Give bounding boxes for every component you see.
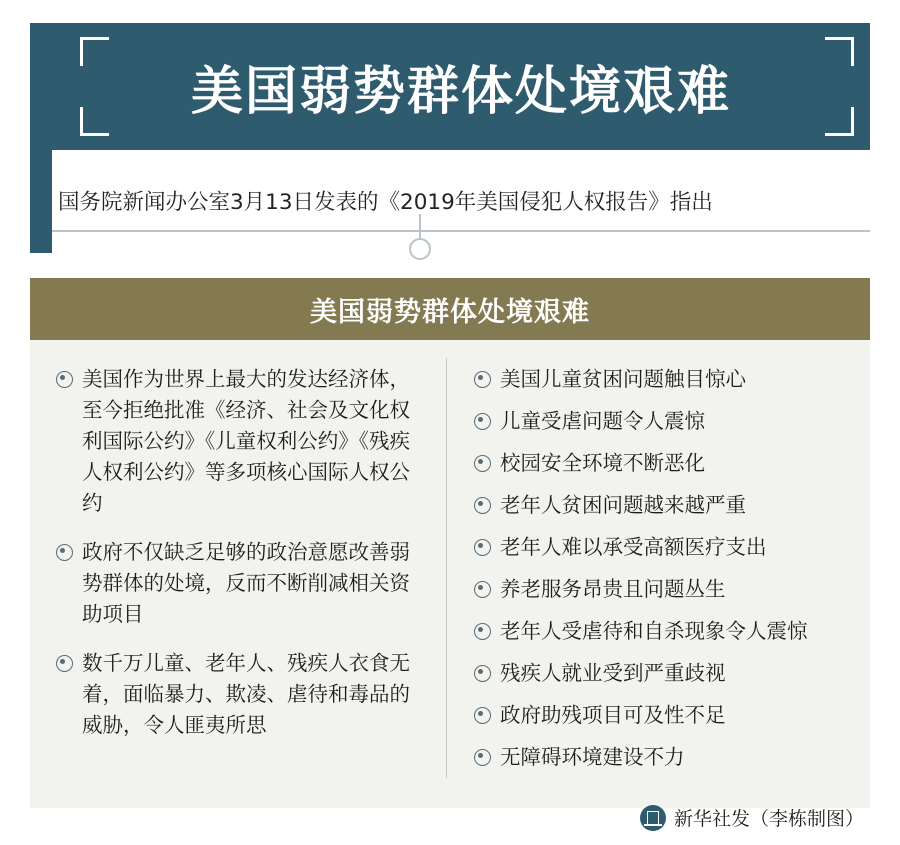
footer-credit xyxy=(640,804,864,831)
bullet-circle-icon xyxy=(474,497,491,514)
list-item xyxy=(56,537,428,630)
bullet-circle-icon xyxy=(474,455,491,472)
header-left-accent-bar xyxy=(30,23,52,253)
list-item-text: 老年人贫困问题越来越严重 xyxy=(500,493,746,517)
list-item xyxy=(474,742,860,773)
corner-bracket-top-left-icon xyxy=(80,37,109,66)
list-item-text: 数千万儿童、老年人、残疾人衣食无着，面临暴力、欺凌、虐待和毒品的威胁，令人匪夷所思 xyxy=(82,651,410,737)
bullet-circle-icon xyxy=(474,371,491,388)
connector-line xyxy=(419,214,421,240)
column-divider xyxy=(446,358,447,778)
list-item xyxy=(474,364,860,395)
list-item-text: 无障碍环境建设不力 xyxy=(500,745,685,769)
corner-bracket-bottom-right-icon xyxy=(825,107,854,136)
title-banner xyxy=(52,23,870,150)
list-item-text: 老年人难以承受高额医疗支出 xyxy=(500,535,767,559)
xinhua-logo-icon xyxy=(640,805,666,831)
right-column xyxy=(446,340,870,808)
list-item-text: 美国作为世界上最大的发达经济体，至今拒绝批准《经济、社会及文化权利国际公约》《儿童权利公约》《残疾人权利公约》等多项核心国际人权公约 xyxy=(82,367,410,515)
list-item-text: 政府不仅缺乏足够的政治意愿改善弱势群体的处境，反而不断削减相关资助项目 xyxy=(82,540,410,626)
list-item-text: 政府助残项目可及性不足 xyxy=(500,703,726,727)
list-item xyxy=(474,448,860,479)
corner-bracket-bottom-left-icon xyxy=(80,107,109,136)
list-item xyxy=(474,532,860,563)
bullet-circle-icon xyxy=(474,707,491,724)
connector-circle-icon xyxy=(409,238,431,260)
list-item-text: 老年人受虐待和自杀现象令人震惊 xyxy=(500,619,808,643)
page-title: 美国弱势群体处境艰难 xyxy=(190,62,731,122)
header xyxy=(52,23,870,253)
subtitle-text: 国务院新闻办公室3月13日发表的《2019年美国侵犯人权报告》指出 xyxy=(58,189,713,215)
list-item xyxy=(474,490,860,521)
card-header xyxy=(30,278,870,340)
list-item xyxy=(474,574,860,605)
corner-bracket-top-right-icon xyxy=(825,37,854,66)
left-column xyxy=(30,340,446,808)
connector-ornament xyxy=(400,214,440,262)
bullet-circle-icon xyxy=(474,581,491,598)
bullet-circle-icon xyxy=(56,655,73,672)
bullet-circle-icon xyxy=(474,413,491,430)
subtitle-row xyxy=(52,170,870,232)
list-item-text: 养老服务昂贵且问题丛生 xyxy=(500,577,726,601)
bullet-circle-icon xyxy=(56,371,73,388)
bullet-circle-icon xyxy=(474,665,491,682)
list-item xyxy=(474,658,860,689)
list-item-text: 儿童受虐问题令人震惊 xyxy=(500,409,705,433)
list-item xyxy=(56,648,428,741)
list-item-text: 校园安全环境不断恶化 xyxy=(500,451,705,475)
footer-credit-text: 新华社发（李栋制图） xyxy=(673,808,864,830)
list-item-text: 美国儿童贫困问题触目惊心 xyxy=(500,367,746,391)
card-title: 美国弱势群体处境艰难 xyxy=(310,296,590,328)
bullet-circle-icon xyxy=(56,544,73,561)
list-item xyxy=(474,700,860,731)
card-body xyxy=(30,340,870,808)
list-item-text: 残疾人就业受到严重歧视 xyxy=(500,661,726,685)
list-item xyxy=(474,406,860,437)
bullet-circle-icon xyxy=(474,623,491,640)
content-card xyxy=(30,278,870,808)
list-item xyxy=(56,364,428,519)
bullet-circle-icon xyxy=(474,749,491,766)
bullet-circle-icon xyxy=(474,539,491,556)
list-item xyxy=(474,616,860,647)
